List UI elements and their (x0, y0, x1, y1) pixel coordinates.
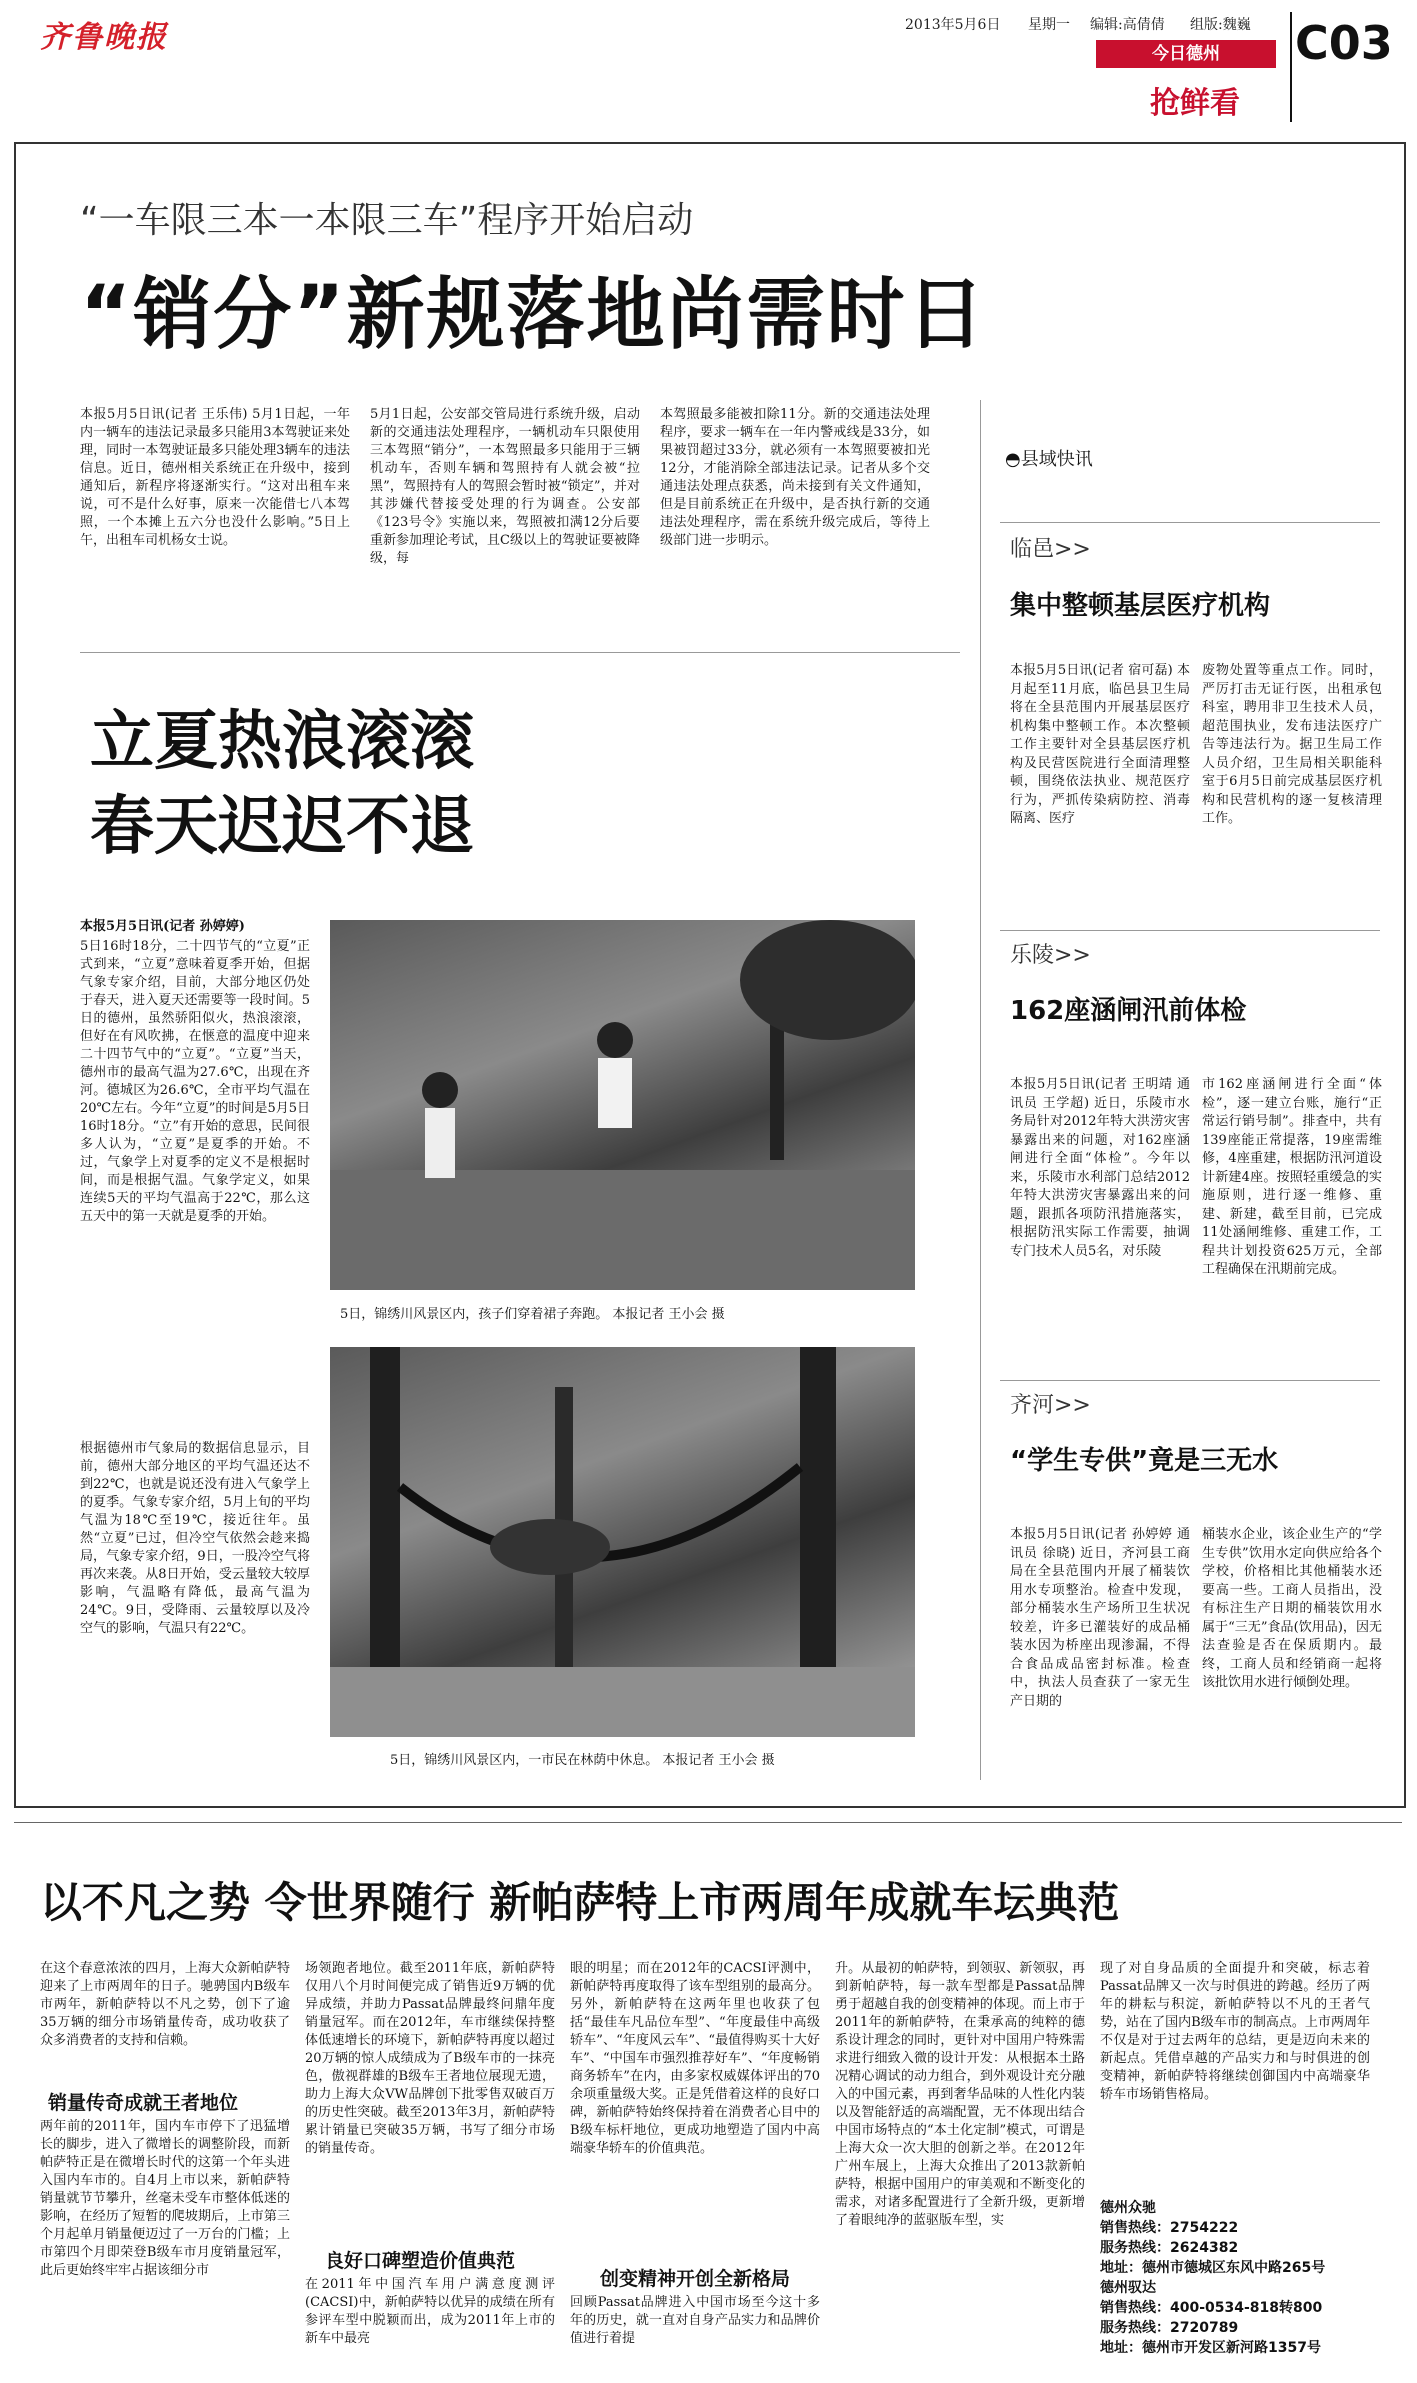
ad-col3b: 回顾Passat品牌进入中国市场至今这十多年的历史，就一直对自身产品实力和品牌价值进行着提 (570, 2295, 820, 2346)
story-divider (80, 652, 960, 653)
county-left-3: 本报5月5日讯(记者 孙婷婷 通讯员 徐晓) 近日，齐河县工商局在全县范围内开展了桶装饮用水专项整治。检查中发现，部分桶装水生产场所卫生状况较差，许多已灌装好的成品桶装水因为桥座出现渗漏，不得合食品成品密封标准。检查中，执法人员查获了一家无生产日期的 (1010, 1527, 1190, 1709)
photo-caption-1: 5日，锦绣川风景区内，孩子们穿着裙子奔跑。 本报记者 王小会 摄 (340, 1307, 725, 1322)
ad-col2b: 在2011年中国汽车用户满意度测评(CACSI)中，新帕萨特以优异的成绩在所有参评车型中脱颖而出，成为2011年上市的新车中最亮 (305, 2277, 555, 2346)
ad-top-rule (14, 1822, 1402, 1823)
county-place-2: 乐陵>> (1010, 943, 1091, 968)
dealer-1-service: 服务热线：2624382 (1100, 2240, 1239, 2256)
ad-dealer-info (1100, 2198, 1325, 2358)
ad-subhead-2: 良好口碑塑造价值典范 (325, 2250, 516, 2272)
dealer-2-sales: 销售热线：400-0534-818转800 (1100, 2300, 1323, 2316)
county-right-2: 市162座涵闸进行全面“体检”，逐一建立台账，施行“正常运行销号制”。排查中，共有139座能正常提落，19座需维修，4座重建，根据防汛河道设计新建4座。按照轻重缓急的实施原则，进行逐一维修、重建、新建，截至目前，已完成11处涵闸维修、重建工作，工程共计划投资625万元，全部工程确保在汛期前完成。 (1202, 1077, 1382, 1277)
county-left-1: 本报5月5日讯(记者 宿可磊) 本月起至11月底，临邑县卫生局将在全县范围内开展基层医疗机构集中整顿工作。本次整顿工作主要针对全县基层医疗机构及民营医院进行全面清理整顿，围绕依法执业、规范医疗行为，严抓传染病防控、消毒隔离、医疗 (1010, 663, 1190, 826)
story1-kicker: “一车限三本一本限三车”程序开始启动 (80, 200, 694, 241)
county-section-label (1005, 445, 1093, 471)
county-divider-2 (1000, 930, 1380, 931)
county-place-1: 临邑>> (1010, 537, 1091, 562)
story2-headline-2: 春天迟迟不退 (90, 790, 474, 864)
dealer-1-sales: 销售热线：2754222 (1100, 2220, 1239, 2236)
ad-subhead-1: 销量传奇成就王者地位 (48, 2092, 239, 2114)
ad-col5: 现了对自身品质的全面提升和突破，标志着Passat品牌又一次与时俱进的跨越。经历了两年的耕耘与积淀，新帕萨特以不凡的王者气势，站在了国内B级车市的制高点。上市两周年不仅是对于过去两年的总结，更是迈向未来的新起点。凭借卓越的产品实力和与时俱进的创变精神，新帕萨特将继续创御国内中高端豪华轿车市场销售格局。 (1100, 1961, 1370, 2102)
newspaper-logo: 齐鲁晚报 (40, 20, 168, 55)
story2-text-1: 5日16时18分，二十四节气的“立夏”正式到来，“立夏”意味着夏季开始，但据气象专家介绍，目前，大部分地区仍处于春天，进入夏天还需要等一段时间。5日的德州，虽然骄阳似火，热浪滚滚，但好在有风吹拂，在惬意的温度中迎来二十四节气中的“立夏”。“立夏”当天，德州市的最高气温为27.6℃，出现在齐河。德城区为26.6℃，全市平均气温在20℃左右。今年“立夏”的时间是5月5日16时18分。“立”有开始的意思，民间很多人认为，“立夏”是夏季的开始。不过，气象学上对夏季的定义不是根据时间，而是根据气温。气象学定义，如果连续5天的平均气温高于22℃，那么这五天中的第一天就是夏季的开始。 (80, 939, 310, 1224)
issue-date: 2013年5月6日 (905, 17, 1001, 33)
ad-col3: 眼的明星；而在2012年的CACSI评测中，新帕萨特再度取得了该车型组别的最高分。另外，新帕萨特在这两年里也收获了包括“最佳车凡品位车型”、“年度最佳中高级轿车”、“年度风云车”、“最值得购买十大好车”、“中国车市强烈推荐好车”、“年度畅销商务轿车”在内，由多家权威媒体评出的70余项重量级大奖。正是凭借着这样的良好口碑，新帕萨特始终保持着在消费者心目中的B级车标杆地位，更成功地塑造了国内中高端豪华轿车的价值典范。 (570, 1961, 820, 2156)
photo-children-running-illustration (330, 920, 915, 1290)
issue-weekday: 星期一 (1028, 17, 1070, 33)
county-divider-1 (1000, 522, 1380, 523)
header-divider (1290, 12, 1292, 122)
page-number: C03 (1295, 16, 1393, 70)
story2-text-2: 根据德州市气象局的数据信息显示，目前，德州大部分地区的平均气温还达不到22℃，也就是说还没有进入气象学上的夏季。气象专家介绍，5月上旬的平均气温为18℃至19℃，接近往年。虽然“立夏”已过，但冷空气依然会趁来捣局，气象专家介绍，9日，一股冷空气将再次来袭。从8日开始，受云量较大较厚影响，气温略有降低，最高气温为24℃。9日，受降雨、云量较厚以及冷空气的影响，气温只有22℃。 (80, 1441, 310, 1636)
county-divider-3 (1000, 1380, 1380, 1381)
county-right-1: 废物处置等重点工作。同时，严厉打击无证行医，出租承包科室，聘用非卫生技术人员，超范围执业，发布违法医疗广告等违法行为。据卫生局工作人员介绍，卫生局相关职能科室于6月5日前完成基层医疗机构和民营机构的逐一复核清理工作。 (1202, 663, 1382, 826)
photo-hammock (330, 1347, 915, 1737)
ad-col4: 升。从最初的帕萨特，到领驭、新领驭，再到新帕萨特，每一款车型都是Passat品牌勇于超越自我的创变精神的体现。而上市于2011年的新帕萨特，在秉承高的纯粹的德系设计理念的同时，更针对中国用户特殊需求进行细致入微的设计开发：从根据本土路况精心调试的动力组合，到外观设计充分融入的中国元素，再到奢华品味的人性化内装以及智能舒适的高端配置，无不体现出结合中国市场特点的“本土化定制”模式，可谓是上海大众一次大胆的创新之举。在2012年广州车展上，上海大众推出了2013款新帕萨特，根据中国用户的审美观和不断变化的需求，对诸多配置进行了全新升级，更新增了着眼纯净的蓝驱版车型，实 (835, 1961, 1085, 2228)
photo-hammock-illustration (330, 1347, 915, 1737)
dealer-2-service: 服务热线：2720789 (1100, 2320, 1239, 2336)
county-title-2: 162座涵闸汛前体检 (1010, 996, 1247, 1026)
county-title-3: “学生专供”竟是三无水 (1010, 1446, 1279, 1476)
county-place-3: 齐河>> (1010, 1393, 1091, 1418)
ad-col1: 在这个春意浓浓的四月，上海大众新帕萨特迎来了上市两周年的日子。驰骋国内B级车市两年，新帕萨特以不凡之势，创下了逾35万辆的细分市场销量传奇，成功收获了众多消费者的支持和信赖。 (40, 1961, 290, 2048)
layout-credit: 组版:魏巍 (1190, 17, 1251, 33)
ad-col2: 场领跑者地位。截至2011年底，新帕萨特仅用八个月时间便完成了销售近9万辆的优异成绩，并助力Passat品牌最终问鼎年度销量冠军。而在2012年，车市继续保持整体低速增长的环境下，新帕萨特再度以超过20万辆的惊人成绩成为了B级车市的一抹亮色，傲视群雄的B级车王者地位展现无遗，助力上海大众VW品牌创下批零售双破百万的历史性突破。截至2013年3月，新帕萨特累计销量已突破35万辆，书写了细分市场的销量传奇。 (305, 1961, 555, 2156)
photo-children-running (330, 920, 915, 1290)
county-section-label-text: 县域快讯 (1020, 449, 1093, 470)
ad-col1b: 两年前的2011年，国内车市停下了迅猛增长的脚步，进入了微增长的调整阶段，而新帕萨特正是在微增长时代的这第一个年头进入国内车市的。自4月上市以来，新帕萨特销量就节节攀升，丝毫未受车市整体低迷的影响，在经历了短暂的爬坡期后，上市第三个月起单月销量便迈过了一万台的门槛；上市第四个月即荣登B级车市月度销量冠军，此后更始终牢牢占据该细分市 (40, 2119, 290, 2278)
story1-col3: 本驾照最多能被扣除11分。新的交通违法处理程序，要求一辆车在一年内警戒线是33分，如果被罚超过33分，就必须有一本驾照要被扣光12分，才能消除全部违法记录。记者从多个交通违法处理点获悉，尚未接到有关文件通知，但是目前系统正在升级中，是否执行新的交通违法处理程序，需在系统升级完成后，等待上级部门进一步明示。 (660, 407, 930, 548)
section-label: 今日德州 (1096, 40, 1276, 68)
story2-headline-1: 立夏热浪滚滚 (90, 705, 474, 779)
dealer-1-address: 地址：德州市德城区东风中路265号 (1100, 2260, 1326, 2276)
county-right-3: 桶装水企业，该企业生产的“学生专供”饮用水定向供应给各个学校，价格相比其他桶装水还要高一些。工商人员指出，没有标注生产日期的桶装饮用水属于“三无”食品(饮用品)，因无法查验是否在保质期内。最终，工商人员和经销商一起将该批饮用水进行倾倒处理。 (1202, 1527, 1382, 1690)
dealer-1-name: 德州众驰 (1100, 2200, 1156, 2216)
county-title-1: 集中整顿基层医疗机构 (1010, 591, 1271, 621)
story1-col1: 本报5月5日讯(记者 王乐伟) 5月1日起，一年内一辆车的违法记录最多只能用3本驾驶证来处理，同时一本驾驶证最多只能处理3辆车的违法信息。近日，德州相关系统正在升级中，接到通知后，新程序将逐渐实行。“这对出租车来说，可不是什么好事，原来一次能借七八本驾照，一个本摊上五六分也没什么影响。”5日上午，出租车司机杨女士说。 (80, 407, 350, 548)
story2-byline: 本报5月5日讯(记者 孙婷婷) (80, 919, 245, 934)
photo-caption-2: 5日，锦绣川风景区内，一市民在林荫中休息。 本报记者 王小会 摄 (390, 1753, 775, 1768)
editor-credit: 编辑:高倩倩 (1090, 17, 1165, 33)
column-divider (980, 400, 981, 1780)
dealer-2-address: 地址：德州市开发区新河路1357号 (1100, 2340, 1321, 2356)
county-left-2: 本报5月5日讯(记者 王明靖 通讯员 王学超) 近日，乐陵市水务局针对2012年特大洪涝灾害暴露出来的问题，对162座涵闸进行全面“体检”。今年以来，乐陵市水利部门总结2012年特大洪涝灾害暴露出来的问题，跟抓各项防汛措施落实，根据防汛实际工作需要，抽调专门技术人员5名，对乐陵 (1010, 1077, 1190, 1259)
dealer-2-name: 德州驭达 (1100, 2280, 1156, 2296)
column-label: 抢鲜看 (1150, 86, 1240, 121)
story1-headline: “销分”新规落地尚需时日 (80, 270, 987, 360)
circle-icon: ◓ (1005, 449, 1021, 470)
ad-subhead-3: 创变精神开创全新格局 (600, 2268, 791, 2290)
ad-headline: 以不凡之势 令世界随行 新帕萨特上市两周年成就车坛典范 (40, 1878, 1120, 1927)
story1-col2: 5月1日起，公安部交管局进行系统升级，启动新的交通违法处理程序，一辆机动车只限使用三本驾照“销分”，一本驾照最多只能用于三辆机动车，否则车辆和驾照持有人就会被“拉黑”，驾照持有人的驾照会暂时被“锁定”，并对其涉嫌代替接受处理的行为调查。公安部《123号令》实施以来，驾照被扣满12分后要重新参加理论考试，且C级以上的驾驶证要被降级，每 (370, 407, 640, 566)
